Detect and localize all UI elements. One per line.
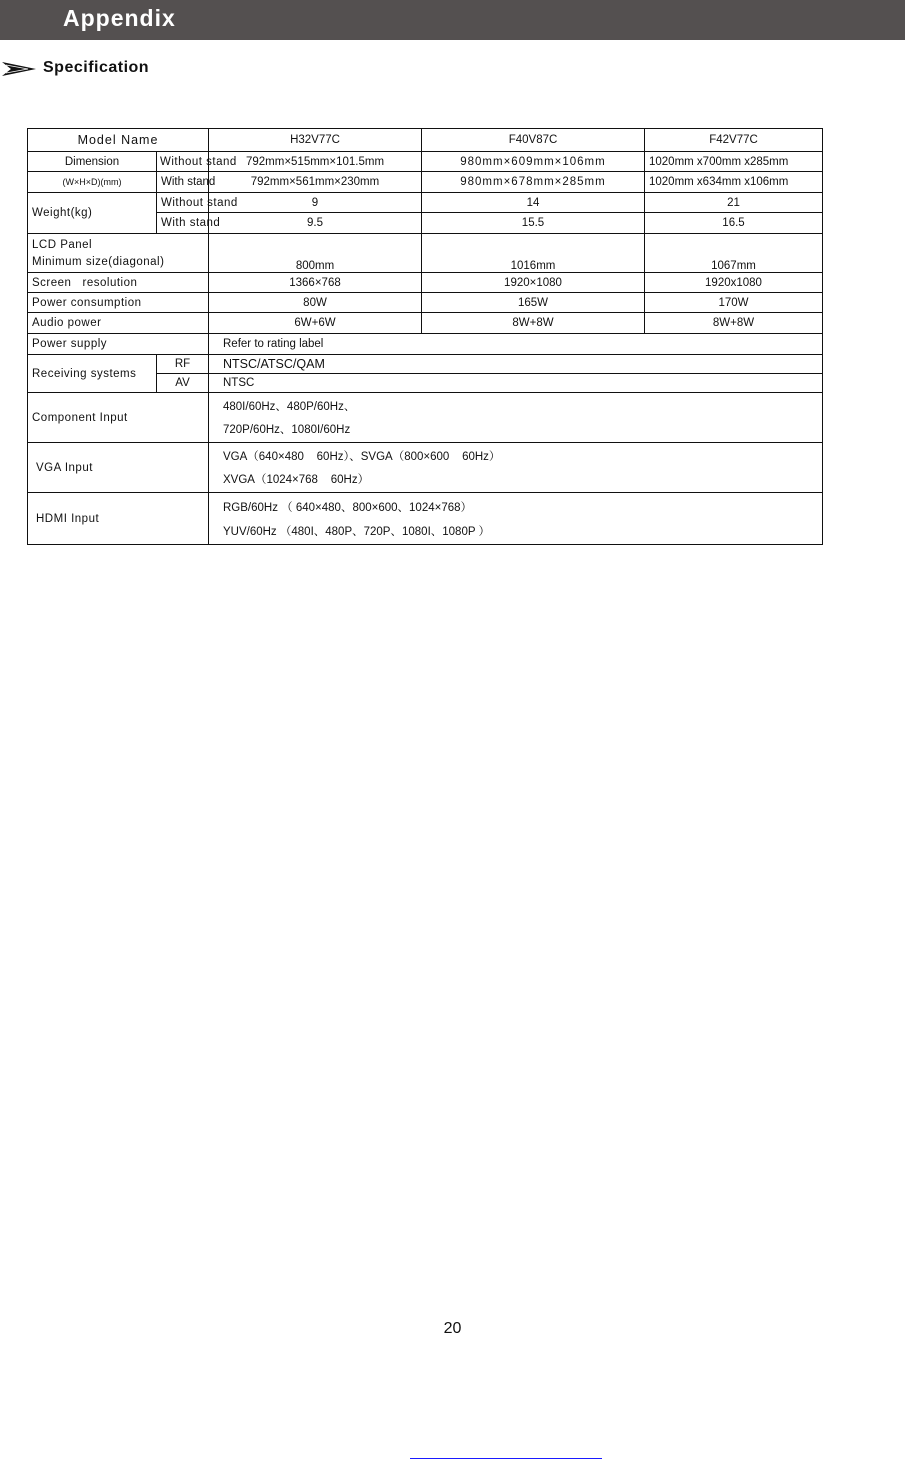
- table-row: [28, 334, 823, 355]
- table-row: [28, 443, 823, 493]
- component-input-line2: 720P/60Hz、1080I/60Hz: [223, 424, 351, 436]
- dimension-value: 980mm×678mm×285mm: [422, 172, 645, 193]
- component-input-label: Component Input: [28, 393, 209, 443]
- model-cell: F40V87C: [422, 129, 645, 152]
- audio-power-value: 8W+8W: [422, 313, 645, 334]
- resolution-value: 1920x1080: [645, 273, 823, 293]
- vga-input-value: [209, 443, 823, 493]
- table-row: [28, 493, 823, 545]
- power-consumption-value: 80W: [209, 293, 422, 313]
- with-stand-label: With stand: [157, 213, 209, 234]
- screen-resolution-label: Screen resolution: [28, 273, 209, 293]
- rf-value: NTSC/ATSC/QAM: [209, 355, 823, 374]
- audio-power-value: 6W+6W: [209, 313, 422, 334]
- audio-power-value: 8W+8W: [645, 313, 823, 334]
- table-row: [28, 152, 823, 172]
- weight-value: 9.5: [209, 213, 422, 234]
- resolution-value: 1366×768: [209, 273, 422, 293]
- lcd-panel-label-line1: LCD Panel: [32, 238, 93, 251]
- hdmi-input-line1: RGB/60Hz （ 640×480、800×600、1024×768）: [223, 501, 473, 514]
- lcd-panel-label-line2: Minimum size(diagonal): [32, 255, 165, 268]
- hdmi-input-line2: YUV/60Hz （480I、480P、720P、1080I、1080P ）: [223, 525, 490, 538]
- table-row: [28, 293, 823, 313]
- dimension-label: Dimension: [28, 152, 157, 172]
- without-stand-label: Without stand: [157, 193, 209, 213]
- table-row: [28, 172, 823, 193]
- table-row: [28, 193, 823, 213]
- weight-label: Weight(kg): [28, 193, 157, 234]
- model-cell: F42V77C: [645, 129, 823, 152]
- av-label: AV: [157, 374, 209, 393]
- dimension-value: 792mm×561mm×230mm: [209, 172, 422, 193]
- power-supply-label: Power supply: [28, 334, 209, 355]
- av-value: NTSC: [209, 374, 823, 393]
- model-cell: H32V77C: [209, 129, 422, 152]
- dimension-unit-label: (W×H×D)(mm): [28, 172, 157, 193]
- dimension-value: 1020mm x634mm x106mm: [645, 172, 823, 193]
- lcd-panel-label: [28, 234, 209, 273]
- vga-input-label: VGA Input: [28, 443, 209, 493]
- section-heading-label: Specification: [43, 59, 150, 76]
- page-title: Appendix: [63, 5, 176, 31]
- weight-value: 14: [422, 193, 645, 213]
- lcd-panel-value: 1067mm: [645, 234, 823, 273]
- without-stand-label: Without stand: [157, 152, 209, 172]
- dimension-value: 792mm×515mm×101.5mm: [209, 152, 422, 172]
- table-row: [28, 393, 823, 443]
- weight-value: 15.5: [422, 213, 645, 234]
- header-bar: [0, 0, 905, 40]
- hdmi-input-value: [209, 493, 823, 545]
- table-row: [28, 234, 823, 273]
- power-consumption-value: 170W: [645, 293, 823, 313]
- weight-value: 21: [645, 193, 823, 213]
- weight-value: 9: [209, 193, 422, 213]
- vga-input-line1: VGA（640×480 60Hz）、SVGA（800×600 60Hz）: [223, 451, 501, 463]
- with-stand-label: With stand: [157, 172, 209, 193]
- page-number: 20: [443, 1320, 462, 1337]
- resolution-value: 1920×1080: [422, 273, 645, 293]
- power-consumption-label: Power consumption: [28, 293, 209, 313]
- power-consumption-value: 165W: [422, 293, 645, 313]
- dimension-value: 1020mm x700mm x285mm: [645, 152, 823, 172]
- receiving-systems-label: Receiving systems: [28, 355, 157, 393]
- component-input-value: [209, 393, 823, 443]
- model-name-label: Model Name: [28, 129, 209, 152]
- arrow-icon: [2, 61, 36, 77]
- specification-table: [27, 128, 823, 545]
- lcd-panel-value: 1016mm: [422, 234, 645, 273]
- table-row: [28, 273, 823, 293]
- component-input-line1: 480I/60Hz、480P/60Hz、: [223, 401, 356, 413]
- power-supply-value: Refer to rating label: [209, 334, 823, 355]
- table-row: [28, 129, 823, 152]
- vga-input-line2: XVGA（1024×768 60Hz）: [223, 474, 370, 486]
- hdmi-input-label: HDMI Input: [28, 493, 209, 545]
- weight-value: 16.5: [645, 213, 823, 234]
- table-row: [28, 313, 823, 334]
- lcd-panel-value: 800mm: [209, 234, 422, 273]
- dimension-value: 980mm×609mm×106mm: [422, 152, 645, 172]
- rf-label: RF: [157, 355, 209, 374]
- audio-power-label: Audio power: [28, 313, 209, 334]
- table-row: [28, 355, 823, 374]
